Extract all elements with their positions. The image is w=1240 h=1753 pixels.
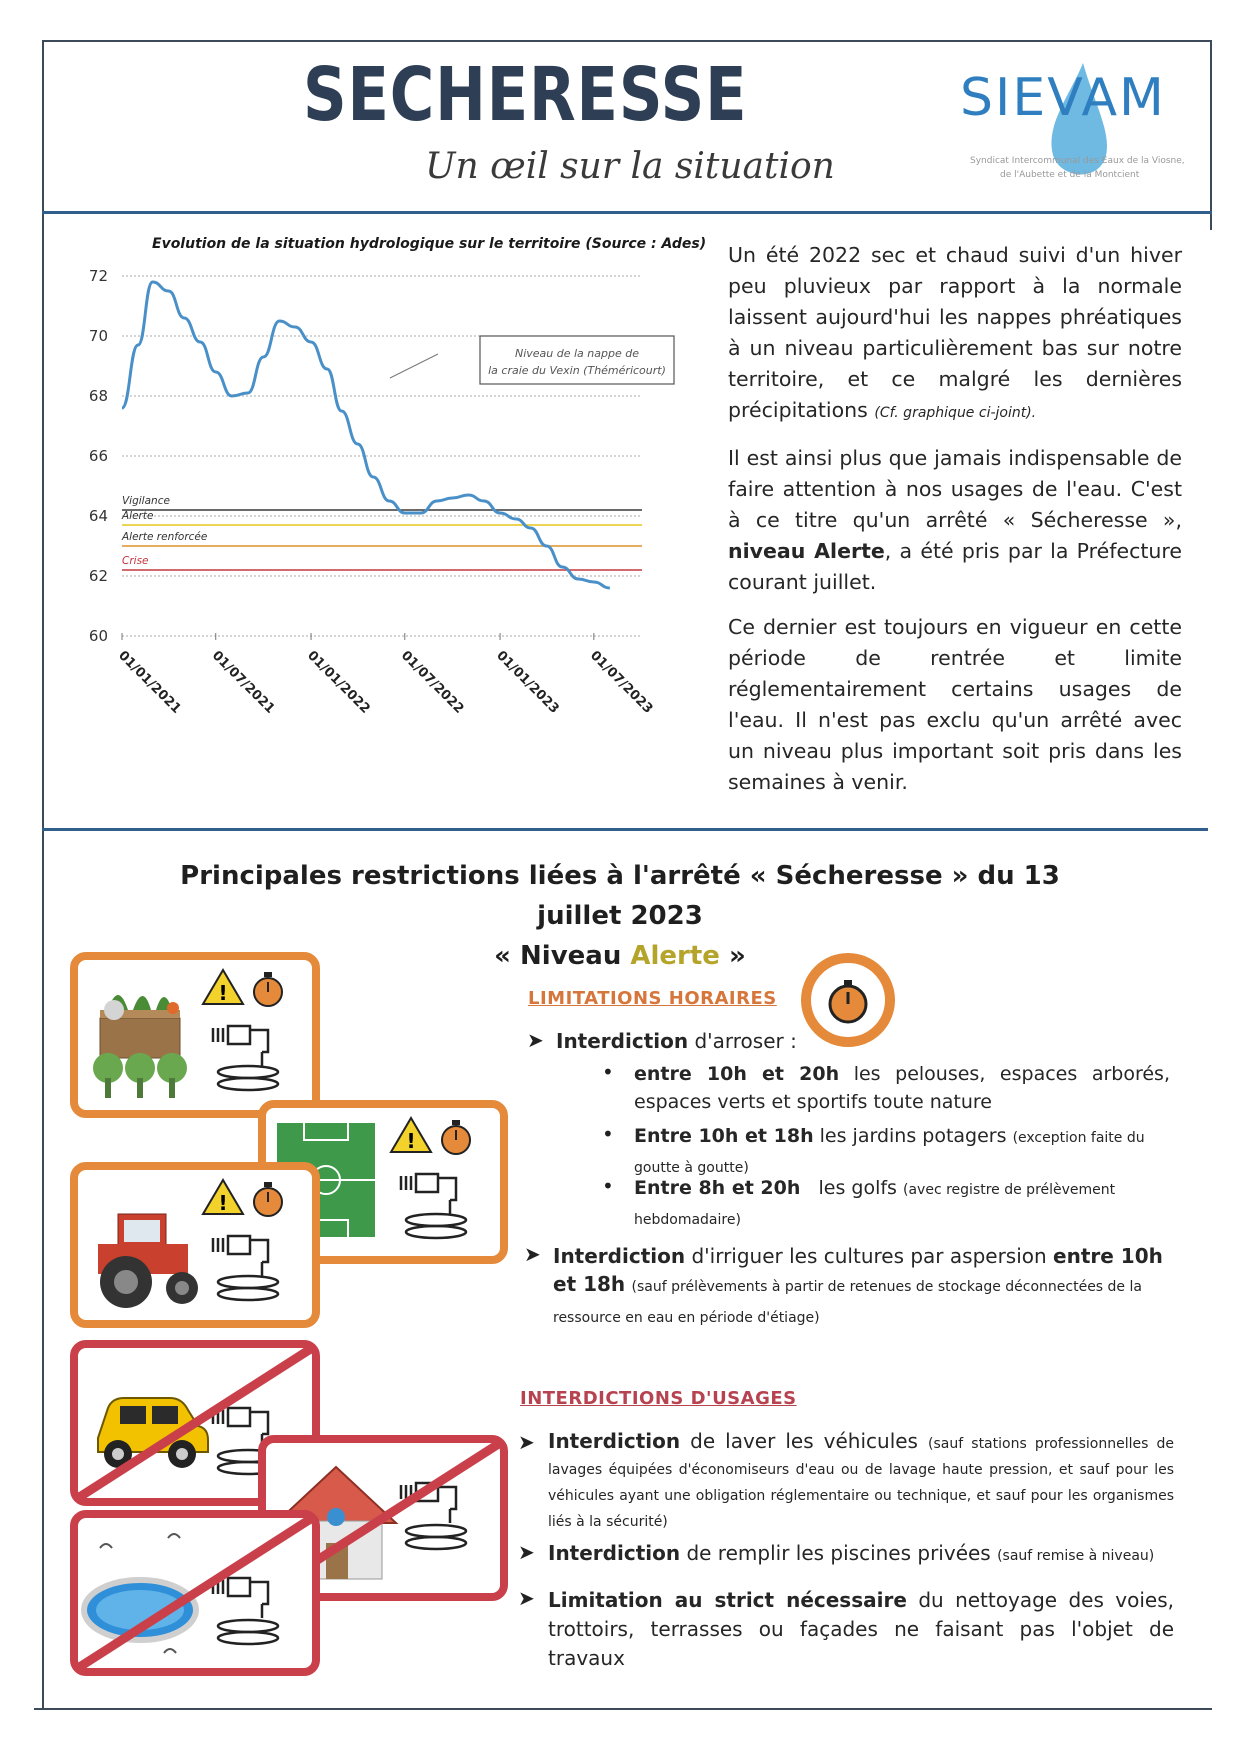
y-tick-label: 62 — [88, 567, 108, 585]
page-subtitle: Un œil sur la situation — [425, 146, 835, 187]
chart-legend-line2: la craie du Vexin (Théméricourt) — [488, 364, 666, 377]
threshold-label: Crise — [122, 555, 149, 567]
x-tick-label: 01/01/2021 — [115, 648, 184, 717]
card-swimming-pool — [70, 1510, 320, 1676]
threshold-label: Alerte — [122, 510, 154, 522]
usages-item-1: Interdiction de laver les véhicules (sauf stations professionnelles de lavages équipées d'économiseurs d'eau ou de lavage haute pression, et sauf pour les véhicules ayant une obligation réglementaire ou technique, et sauf pour les organismes liés à la sécurité) — [548, 1429, 1175, 1530]
svg-text:de l'Aubette et de la Montcien: de l'Aubette et de la Montcient — [1000, 170, 1140, 180]
hose-icon — [213, 1026, 278, 1090]
swimming-pool-icon — [84, 1534, 196, 1653]
horaires-item-2: Interdiction d'irriguer les cultures par aspersion entre 10h et 18h (sauf prélèvements à partir de retenues de stockage déconnectées de la ressource en eau en période d'étiage) — [553, 1244, 1163, 1326]
card-vegetable-garden — [70, 952, 320, 1118]
warning-icon — [391, 1118, 431, 1153]
horaires-sub-3: Entre 8h et 20h les golfs (avec registre de prélèvement hebdomadaire) — [634, 1177, 1116, 1228]
page-frame-bottom — [34, 1708, 1212, 1710]
intro-paragraph-1: Un été 2022 sec et chaud suivi d'un hiver peu pluvieux par rapport à la normale laissent aujourd'hui les nappes phréatiques à un niveau particulièrement bas sur notre territoire, et ce malgré les dernières précipitations (Cf. graphique ci-joint). — [728, 243, 1182, 422]
dot-bullet-icon: • — [602, 1122, 614, 1146]
section-title-usages: INTERDICTIONS D'USAGES — [520, 1388, 797, 1409]
section-divider — [42, 828, 1208, 831]
chart-legend-line1: Niveau de la nappe de — [514, 347, 640, 360]
header-divider — [42, 211, 1212, 214]
x-tick-label: 01/01/2023 — [493, 648, 562, 717]
threshold-label: Alerte renforcée — [122, 531, 208, 543]
page-title: SECHERESSE — [302, 52, 748, 138]
restrictions-heading: Principales restrictions liées à l'arrêté « Sécheresse » du 13 juillet 2023 « Niveau Alerte » — [180, 861, 1060, 971]
y-tick-label: 60 — [88, 627, 108, 645]
hose-icon — [213, 1578, 278, 1644]
chart-x-ticks — [115, 633, 655, 717]
y-tick-label: 66 — [88, 447, 108, 465]
stopwatch-icon — [254, 972, 282, 1006]
usages-item-3: Limitation au strict nécessaire du nettoyage des voies, trottoirs, terrasses ou façades ne faisant pas l'objet de travaux — [548, 1588, 1174, 1670]
svg-text:!: ! — [406, 1129, 416, 1153]
hose-icon — [401, 1483, 466, 1549]
chart-title: Evolution de la situation hydrologique sur le territoire (Source : Ades) — [152, 236, 707, 252]
chart-legend-box — [390, 336, 674, 384]
x-tick-label: 01/07/2023 — [586, 648, 656, 717]
x-tick-label: 01/01/2022 — [304, 648, 373, 717]
y-tick-label: 64 — [88, 507, 108, 525]
arrow-bullet-icon: ➤ — [518, 1430, 535, 1454]
usages-item-2: Interdiction de remplir les piscines privées (sauf remise à niveau) — [548, 1541, 1155, 1565]
stopwatch-icon — [442, 1120, 470, 1154]
svg-text:SIEVAM: SIEVAM — [960, 68, 1166, 128]
svg-text:!: ! — [218, 981, 228, 1005]
car-icon — [98, 1398, 208, 1468]
warning-icon — [203, 1180, 243, 1215]
intro-paragraph-3: Ce dernier est toujours en vigueur en cette période de rentrée et limite réglementairement certains usages de l'eau. Il n'est pas exclu qu'un arrêté avec un niveau plus important soit pris dans les semaines à venir. — [728, 615, 1182, 794]
y-tick-label: 72 — [88, 267, 108, 285]
intro-text — [728, 240, 1182, 812]
hose-icon — [213, 1236, 278, 1300]
x-tick-label: 01/07/2021 — [208, 648, 278, 717]
y-tick-label: 68 — [88, 387, 108, 405]
warning-icon — [203, 970, 243, 1005]
chart-y-ticks — [89, 267, 108, 645]
horaires-sub-2: Entre 10h et 18h les jardins potagers (exception faite du goutte à goutte) — [634, 1125, 1145, 1176]
tractor-icon — [98, 1214, 198, 1308]
horaires-item-1: Interdiction d'arroser : — [556, 1029, 797, 1053]
dot-bullet-icon: • — [602, 1174, 614, 1198]
svg-text:!: ! — [218, 1191, 228, 1215]
arrow-bullet-icon: ➤ — [518, 1586, 535, 1610]
chart-grid — [122, 276, 642, 636]
section-title-horaires: LIMITATIONS HORAIRES — [528, 988, 777, 1009]
sievam-logo — [955, 55, 1185, 195]
water-level-chart — [80, 228, 720, 788]
dot-bullet-icon: • — [602, 1060, 614, 1084]
chart-thresholds — [121, 495, 642, 570]
intro-paragraph-2: Il est ainsi plus que jamais indispensable de faire attention à nos usages de l'eau. C'est à ce titre qu'un arrêté « Sécheresse », niveau Alerte, a été pris par la Préfecture courant juillet. — [728, 446, 1182, 594]
threshold-label: Vigilance — [122, 495, 170, 507]
page-frame-right — [1210, 40, 1212, 230]
hose-icon — [401, 1174, 466, 1238]
arrow-bullet-icon: ➤ — [527, 1028, 544, 1052]
horaires-sub-1: entre 10h et 20h les pelouses, espaces arborés, espaces verts et sportifs toute nature — [634, 1063, 1170, 1113]
arrow-bullet-icon: ➤ — [518, 1540, 535, 1564]
card-tractor — [70, 1162, 320, 1328]
arrow-bullet-icon: ➤ — [524, 1242, 541, 1266]
svg-text:Syndicat Intercommunal des Eau: Syndicat Intercommunal des Eaux de la Viosne, — [970, 156, 1185, 166]
y-tick-label: 70 — [88, 327, 108, 345]
x-tick-label: 01/07/2022 — [397, 648, 467, 717]
vegetable-crate-icon — [93, 995, 187, 1098]
stopwatch-icon — [254, 1182, 282, 1216]
